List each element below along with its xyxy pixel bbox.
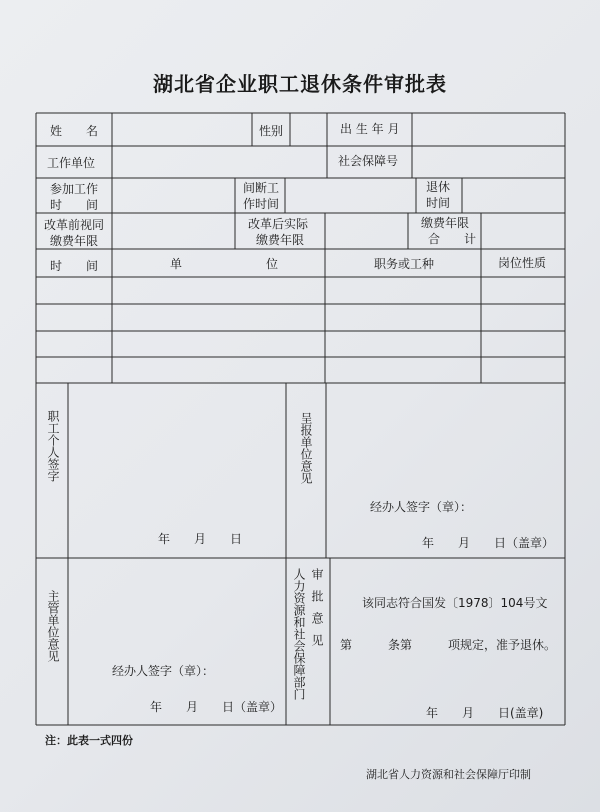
label-after-reform-line1: 改革后实际 bbox=[248, 217, 309, 231]
employee-sign-date: 年 月 日 bbox=[158, 532, 243, 546]
header-position: 职务或工种 bbox=[374, 257, 435, 271]
submit-unit-date: 年 月 日（盖章） bbox=[422, 536, 555, 550]
approval-date: 年 月 日(盖章) bbox=[426, 706, 544, 720]
approval-text-line2: 第 条第 项规定，准予退休。 bbox=[340, 638, 557, 652]
label-employee-signature: 职工个人签字 bbox=[46, 410, 60, 482]
supervisor-unit-date: 年 月 日（盖章） bbox=[150, 700, 283, 714]
label-gap-work-time-line1: 间断工 bbox=[243, 181, 280, 195]
printer-credit: 湖北省人力资源和社会保障厅印制 bbox=[366, 768, 531, 781]
label-social-security-no: 社会保障号 bbox=[338, 154, 399, 168]
label-after-reform-line2: 缴费年限 bbox=[256, 233, 305, 247]
label-retire-time-line2: 时间 bbox=[426, 196, 451, 210]
label-hr-department: 人力资源和社会保障部门 bbox=[292, 568, 306, 700]
label-retire-time-line1: 退休 bbox=[426, 180, 451, 194]
label-gap-work-time-line2: 作时间 bbox=[243, 197, 280, 211]
header-post-nature: 岗位性质 bbox=[498, 256, 547, 270]
label-join-work-time-line1: 参加工作 bbox=[50, 182, 99, 196]
label-gender: 性别 bbox=[259, 124, 284, 138]
label-birth-date: 出 生 年 月 bbox=[340, 122, 400, 136]
approval-text-line1: 该同志符合国发〔1978〕104号文 bbox=[362, 596, 548, 610]
label-join-work-time-line2: 时 间 bbox=[50, 198, 99, 212]
submit-handler-signature: 经办人签字（章）： bbox=[370, 500, 473, 514]
label-supervisor-unit-opinion: 主管单位意见 bbox=[46, 590, 60, 662]
label-total-years-line2: 合 计 bbox=[428, 232, 477, 246]
label-work-unit: 工作单位 bbox=[47, 156, 96, 170]
label-approval-opinion: 审批意见 bbox=[310, 568, 324, 656]
label-submit-unit-opinion: 呈报单位意见 bbox=[299, 412, 313, 484]
header-unit: 单 位 bbox=[170, 257, 279, 271]
label-before-reform-line2: 缴费年限 bbox=[50, 234, 99, 248]
header-time: 时 间 bbox=[50, 259, 99, 273]
label-name: 姓 名 bbox=[50, 124, 99, 138]
form-note: 注：此表一式四份 bbox=[45, 734, 133, 747]
label-total-years-line1: 缴费年限 bbox=[421, 216, 470, 230]
label-before-reform-line1: 改革前视同 bbox=[44, 218, 105, 232]
supervisor-handler-signature: 经办人签字（章）： bbox=[112, 664, 215, 678]
form-title: 湖北省企业职工退休条件审批表 bbox=[153, 72, 447, 96]
